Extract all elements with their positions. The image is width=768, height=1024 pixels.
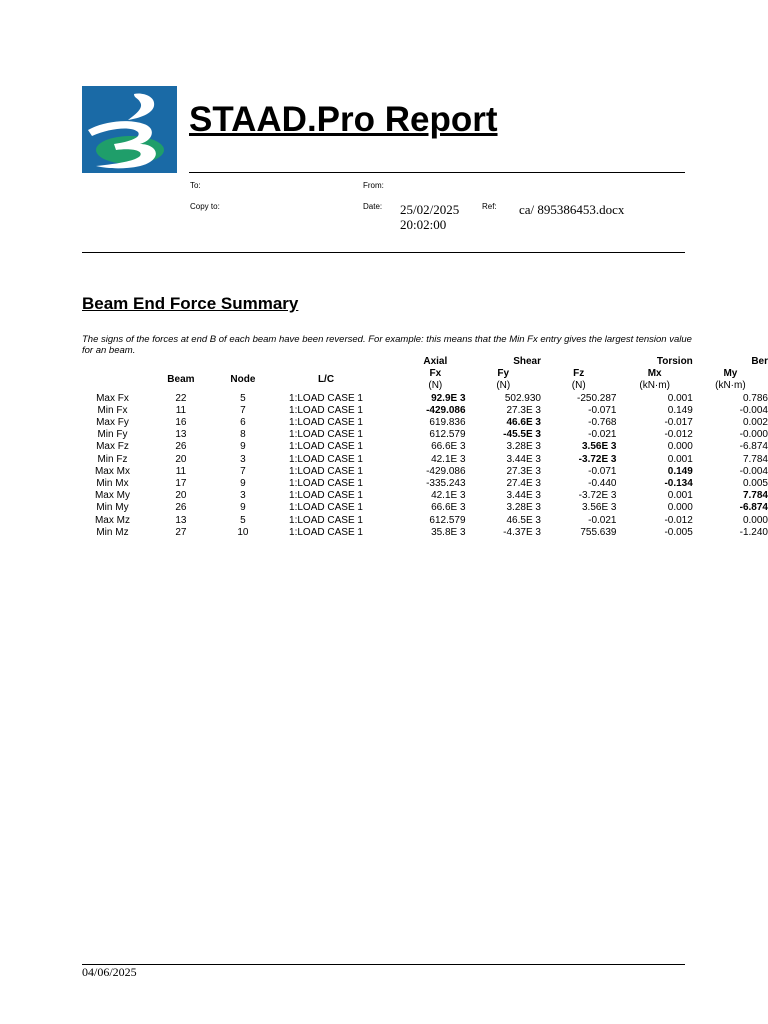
to-label: To: xyxy=(190,181,201,190)
col-node: Node xyxy=(230,374,256,386)
header-bottom-rule xyxy=(82,252,685,253)
cell-my: -0.000 xyxy=(739,429,768,441)
cell-node: 10 xyxy=(237,526,249,538)
cell-lc: 1:LOAD CASE 1 xyxy=(289,392,363,404)
cell-mx: -0.012 xyxy=(664,514,693,526)
cell-beam: 17 xyxy=(175,478,187,490)
cell-beam: 11 xyxy=(175,465,187,477)
cell-node: 9 xyxy=(240,502,246,514)
cell-my: -6.874 xyxy=(739,441,768,453)
cell-mx: 0.001 xyxy=(667,490,693,502)
cell-beam: 13 xyxy=(175,514,187,526)
ref-value: ca/ 895386453.docx xyxy=(519,202,625,217)
cell-my: 7.784 xyxy=(742,490,768,502)
col-my: My xyxy=(723,368,738,380)
cell-mx: -0.017 xyxy=(664,417,693,429)
footer-rule xyxy=(82,964,685,965)
cell-node: 7 xyxy=(240,465,246,477)
unit-mx: (kN·m) xyxy=(639,380,670,392)
group-bending: Ber xyxy=(751,356,768,367)
cell-beam: 20 xyxy=(175,453,187,465)
cell-label: Max Fx xyxy=(96,392,129,404)
cell-fy: 46.6E 3 xyxy=(506,417,541,429)
cell-beam: 16 xyxy=(175,417,187,429)
cell-fy: 27.3E 3 xyxy=(506,404,541,416)
cell-lc: 1:LOAD CASE 1 xyxy=(289,404,363,416)
report-title: STAAD.Pro Report xyxy=(189,100,498,139)
cell-fx: 42.1E 3 xyxy=(431,490,466,502)
cell-mx: 0.149 xyxy=(667,404,693,416)
cell-fz: 3.56E 3 xyxy=(582,441,617,453)
cell-fy: 3.28E 3 xyxy=(506,502,541,514)
cell-fx: 35.8E 3 xyxy=(431,526,466,538)
cell-label: Max Mx xyxy=(94,465,130,477)
beam-end-force-table xyxy=(82,356,768,539)
group-axial: Axial xyxy=(423,356,448,367)
header-rule xyxy=(189,172,685,173)
cell-node: 8 xyxy=(240,429,246,441)
cell-lc: 1:LOAD CASE 1 xyxy=(289,478,363,490)
cell-fx: 92.9E 3 xyxy=(431,392,466,404)
cell-lc: 1:LOAD CASE 1 xyxy=(289,514,363,526)
table-row xyxy=(82,478,768,490)
table-row xyxy=(82,454,768,466)
unit-fx: (N) xyxy=(428,380,443,392)
cell-label: Max Fy xyxy=(96,417,129,429)
table-row xyxy=(82,417,768,429)
ref-label: Ref: xyxy=(482,202,497,211)
cell-fy: 27.4E 3 xyxy=(506,478,541,490)
cell-fz: -0.440 xyxy=(588,478,617,490)
cell-my: -6.874 xyxy=(739,502,768,514)
cell-label: Min Mx xyxy=(96,478,129,490)
cell-lc: 1:LOAD CASE 1 xyxy=(289,502,363,514)
group-torsion: Torsion xyxy=(656,356,693,367)
cell-my: 0.000 xyxy=(742,514,768,526)
cell-mx: 0.000 xyxy=(667,502,693,514)
cell-node: 7 xyxy=(240,404,246,416)
cell-fz: -0.021 xyxy=(588,514,617,526)
unit-my: (kN·m) xyxy=(715,380,746,392)
cell-beam: 22 xyxy=(175,392,187,404)
cell-label: Min Fz xyxy=(97,453,128,465)
cell-lc: 1:LOAD CASE 1 xyxy=(289,465,363,477)
cell-beam: 20 xyxy=(175,490,187,502)
table-row xyxy=(82,490,768,502)
cell-beam: 27 xyxy=(175,526,187,538)
group-header-row xyxy=(82,356,768,368)
cell-fx: 612.579 xyxy=(429,514,466,526)
cell-node: 5 xyxy=(240,514,246,526)
cell-fx: -335.243 xyxy=(426,478,466,490)
cell-fx: 619.836 xyxy=(429,417,466,429)
cell-my: 0.002 xyxy=(742,417,768,429)
cell-beam: 11 xyxy=(175,404,187,416)
cell-mx: 0.001 xyxy=(667,392,693,404)
cell-label: Min Fy xyxy=(97,429,128,441)
table-row xyxy=(82,466,768,478)
bentley-logo xyxy=(82,86,177,173)
copy-to-label: Copy to: xyxy=(190,202,220,211)
cell-fy: 502.930 xyxy=(504,392,541,404)
date-label: Date: xyxy=(363,202,383,211)
cell-lc: 1:LOAD CASE 1 xyxy=(289,490,363,502)
from-label: From: xyxy=(363,181,384,190)
cell-mx: 0.001 xyxy=(667,453,693,465)
col-fy: Fy xyxy=(497,368,510,380)
date-value: 25/02/2025 xyxy=(400,202,460,217)
cell-lc: 1:LOAD CASE 1 xyxy=(289,441,363,453)
cell-fy: -45.5E 3 xyxy=(503,429,541,441)
cell-mx: -0.134 xyxy=(664,478,693,490)
cell-fy: 3.44E 3 xyxy=(506,453,541,465)
cell-beam: 26 xyxy=(175,502,187,514)
cell-fy: -4.37E 3 xyxy=(503,526,541,538)
cell-fy: 3.44E 3 xyxy=(506,490,541,502)
cell-fx: 66.6E 3 xyxy=(431,441,466,453)
cell-fy: 3.28E 3 xyxy=(506,441,541,453)
cell-label: Min My xyxy=(96,502,129,514)
cell-my: -0.004 xyxy=(739,465,768,477)
section-note: The signs of the forces at end B of each beam have been reversed. For example: this means that the Min Fx entry gives the largest tension value for an beam. xyxy=(82,334,692,356)
column-header-row xyxy=(82,368,768,380)
table-row xyxy=(82,515,768,527)
cell-node: 6 xyxy=(240,417,246,429)
col-fz: Fz xyxy=(573,368,585,380)
section-title: Beam End Force Summary xyxy=(82,294,299,313)
cell-fz: -0.768 xyxy=(588,417,617,429)
cell-label: Max Mz xyxy=(94,514,130,526)
unit-fz: (N) xyxy=(571,380,586,392)
col-beam: Beam xyxy=(167,374,195,386)
cell-label: Max Fz xyxy=(96,441,129,453)
cell-fx: -429.086 xyxy=(426,404,466,416)
cell-fx: 66.6E 3 xyxy=(431,502,466,514)
time-value: 20:02:00 xyxy=(400,217,447,232)
col-lc: L/C xyxy=(317,374,335,386)
cell-lc: 1:LOAD CASE 1 xyxy=(289,417,363,429)
cell-lc: 1:LOAD CASE 1 xyxy=(289,453,363,465)
cell-fx: -429.086 xyxy=(426,465,466,477)
cell-my: -1.240 xyxy=(739,526,768,538)
cell-mx: -0.012 xyxy=(664,429,693,441)
cell-lc: 1:LOAD CASE 1 xyxy=(289,526,363,538)
cell-my: 7.784 xyxy=(742,453,768,465)
cell-fx: 42.1E 3 xyxy=(431,453,466,465)
cell-fy: 27.3E 3 xyxy=(506,465,541,477)
cell-fz: -0.021 xyxy=(588,429,617,441)
table-row xyxy=(82,393,768,405)
col-fx: Fx xyxy=(429,368,442,380)
cell-lc: 1:LOAD CASE 1 xyxy=(289,429,363,441)
cell-fz: -250.287 xyxy=(577,392,617,404)
cell-mx: -0.005 xyxy=(664,526,693,538)
table-row xyxy=(82,441,768,453)
cell-label: Max My xyxy=(94,490,130,502)
cell-node: 9 xyxy=(240,441,246,453)
cell-fx: 612.579 xyxy=(429,429,466,441)
cell-fz: -3.72E 3 xyxy=(578,490,617,502)
table-row xyxy=(82,405,768,417)
table-row xyxy=(82,527,768,539)
cell-mx: 0.000 xyxy=(667,441,693,453)
unit-fy: (N) xyxy=(496,380,511,392)
cell-fy: 46.5E 3 xyxy=(506,514,541,526)
col-mx: Mx xyxy=(647,368,662,380)
cell-fz: 3.56E 3 xyxy=(582,502,617,514)
cell-node: 5 xyxy=(240,392,246,404)
cell-fz: -3.72E 3 xyxy=(578,453,617,465)
cell-node: 3 xyxy=(240,453,246,465)
cell-label: Min Mz xyxy=(96,526,129,538)
cell-fz: -0.071 xyxy=(588,465,617,477)
cell-label: Min Fx xyxy=(97,404,128,416)
footer-date: 04/06/2025 xyxy=(82,965,137,979)
table-row xyxy=(82,502,768,514)
cell-my: 0.786 xyxy=(742,392,768,404)
cell-node: 3 xyxy=(240,490,246,502)
cell-fz: -0.071 xyxy=(588,404,617,416)
cell-mx: 0.149 xyxy=(667,465,693,477)
cell-fz: 755.639 xyxy=(580,526,617,538)
table-row xyxy=(82,429,768,441)
cell-my: -0.004 xyxy=(739,404,768,416)
cell-my: 0.005 xyxy=(742,478,768,490)
cell-node: 9 xyxy=(240,478,246,490)
cell-beam: 26 xyxy=(175,441,187,453)
group-shear: Shear xyxy=(513,356,541,367)
cell-beam: 13 xyxy=(175,429,187,441)
